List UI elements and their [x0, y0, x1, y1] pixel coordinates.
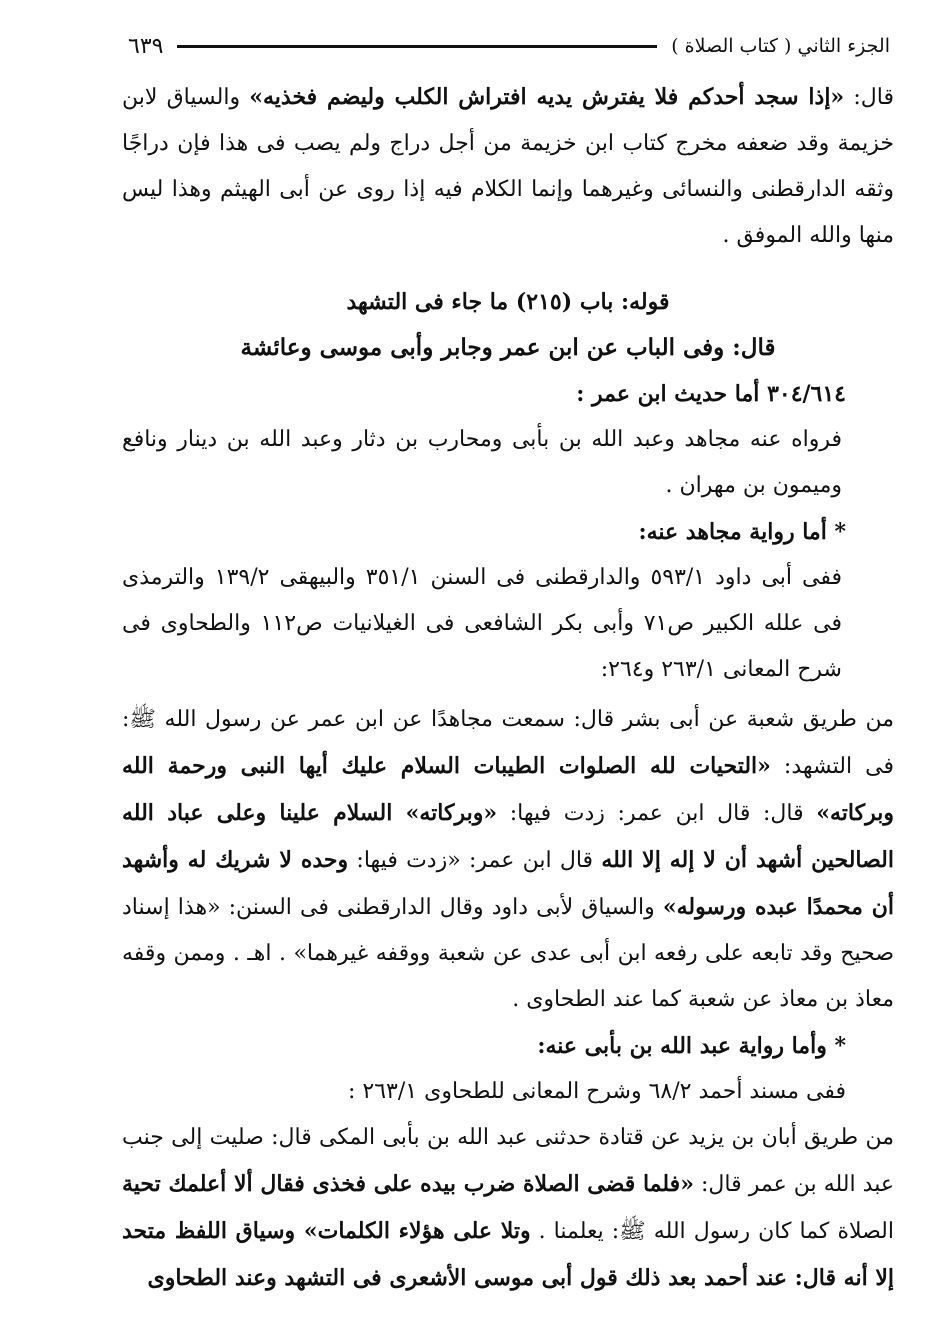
text-run: من طريق شعبة عن أبى بشر قال: سمعت مجاهدًا عن ابن عمر عن رسول الله ﷺ: فى التشهد: [122, 707, 894, 779]
chapter-heading: قوله: باب (٢١٥) ما جاء فى التشهد [346, 289, 670, 315]
page-body [122, 74, 894, 1302]
paragraph-2: فرواه عنه مجاهد وعبد الله بن بأبى ومحارب بن دثار وعبد الله بن دينار ونافع وميمون بن مهران . [122, 427, 842, 498]
quote-run: «فلما قضى الصلاة ضرب بيده على فخذى فقال ألا أعلمك تحية [122, 1171, 694, 1197]
text-run: قال: قال ابن عمر: زدت فيها: [497, 801, 817, 826]
paragraph-4 [122, 697, 894, 1023]
text-run: والسياق لابن خزيمة وقد ضعفه مخرج كتاب ابن خزيمة من أجل دراج ولم يصب فى هذا فإن دراجًا وثقه الدارقطنى والنسائى وغيرهما وإنما الكلام فيه إذا روى عن أبى الهيثم وهذا ليس منها والله الموفق . [122, 85, 894, 248]
header-rule [177, 45, 657, 48]
quote-run: وتلا على هؤلاء الكلمات» وسياق اللفظ متحد إلا أنه قال: عند أحمد بعد ذلك قول أبى موسى الأشعرى فى التشهد وعند الطحاوى [122, 1218, 894, 1291]
text-run: قال ابن عمر: «زدت فيها: [348, 848, 602, 873]
text-run: الصلاة كما كان رسول الله ﷺ: يعلمنا . [530, 1219, 894, 1244]
running-title: الجزء الثاني ( كتاب الصلاة ) [671, 35, 890, 57]
paragraph-3: ففى أبى داود ٥٩٣/١ والدارقطنى فى السنن ٣٥١/١ والبيهقى ١٣٩/٢ والترمذى فى علله الكبير ص٧١ وأبى بكر الشافعى فى الغيلانيات ص١١٢ والطحاوى فى شرح المعانى ٢٦٣/١ و٢٦٤: [122, 565, 843, 682]
paragraph-1 [122, 74, 894, 259]
text-run: قال: [844, 85, 894, 110]
paragraph-5: ففى مسند أحمد ٦٨/٢ وشرح المعانى للطحاوى ٢٦٣/١ : [348, 1079, 846, 1104]
subheading-abdullah: * وأما رواية عبد الله بن بأبى عنه: [537, 1033, 846, 1059]
page-header [128, 26, 890, 66]
section-heading: قال: وفى الباب عن ابن عمر وجابر وأبى موسى وعائشة [240, 334, 776, 361]
page-number: ٦٣٩ [128, 33, 164, 59]
quote-run: «التحيات لله الصلوات الطيبات السلام عليك أيها النبى ورحمة الله وبركاته» [122, 753, 894, 826]
subheading-mujahid: * أما رواية مجاهد عنه: [638, 519, 846, 545]
text-run: من طريق أبان بن يزيد عن قتادة حدثنى عبد الله بن بأبى المكى قال: صليت إلى جنب عبد الله بن عمر قال: [122, 1125, 894, 1197]
quote-run: «إذا سجد أحدكم فلا يفترش يديه افتراش الكلب وليضم فخذيه» [249, 84, 845, 110]
text-run: والسياق لأبى داود وقال الدارقطنى فى السنن: «هذا إسناد صحيح وقد تابعه على رفعه ابن أبى عدى عن شعبة ووقفه غيرهما» . اهـ . وممن وقفه معاذ بن معاذ عن شعبة كما عند الطحاوى . [122, 895, 894, 1012]
quote-run: «وبركاته» السلام علينا وعلى عباد الله الصالحين أشهد أن لا إله إلا الله [122, 800, 894, 873]
hadith-heading: ٣٠٤/٦١٤ أما حديث ابن عمر : [576, 381, 846, 407]
paragraph-6 [122, 1115, 894, 1302]
quote-run: وحده لا شريك له وأشهد أن محمدًا عبده ورسوله» [122, 847, 895, 920]
